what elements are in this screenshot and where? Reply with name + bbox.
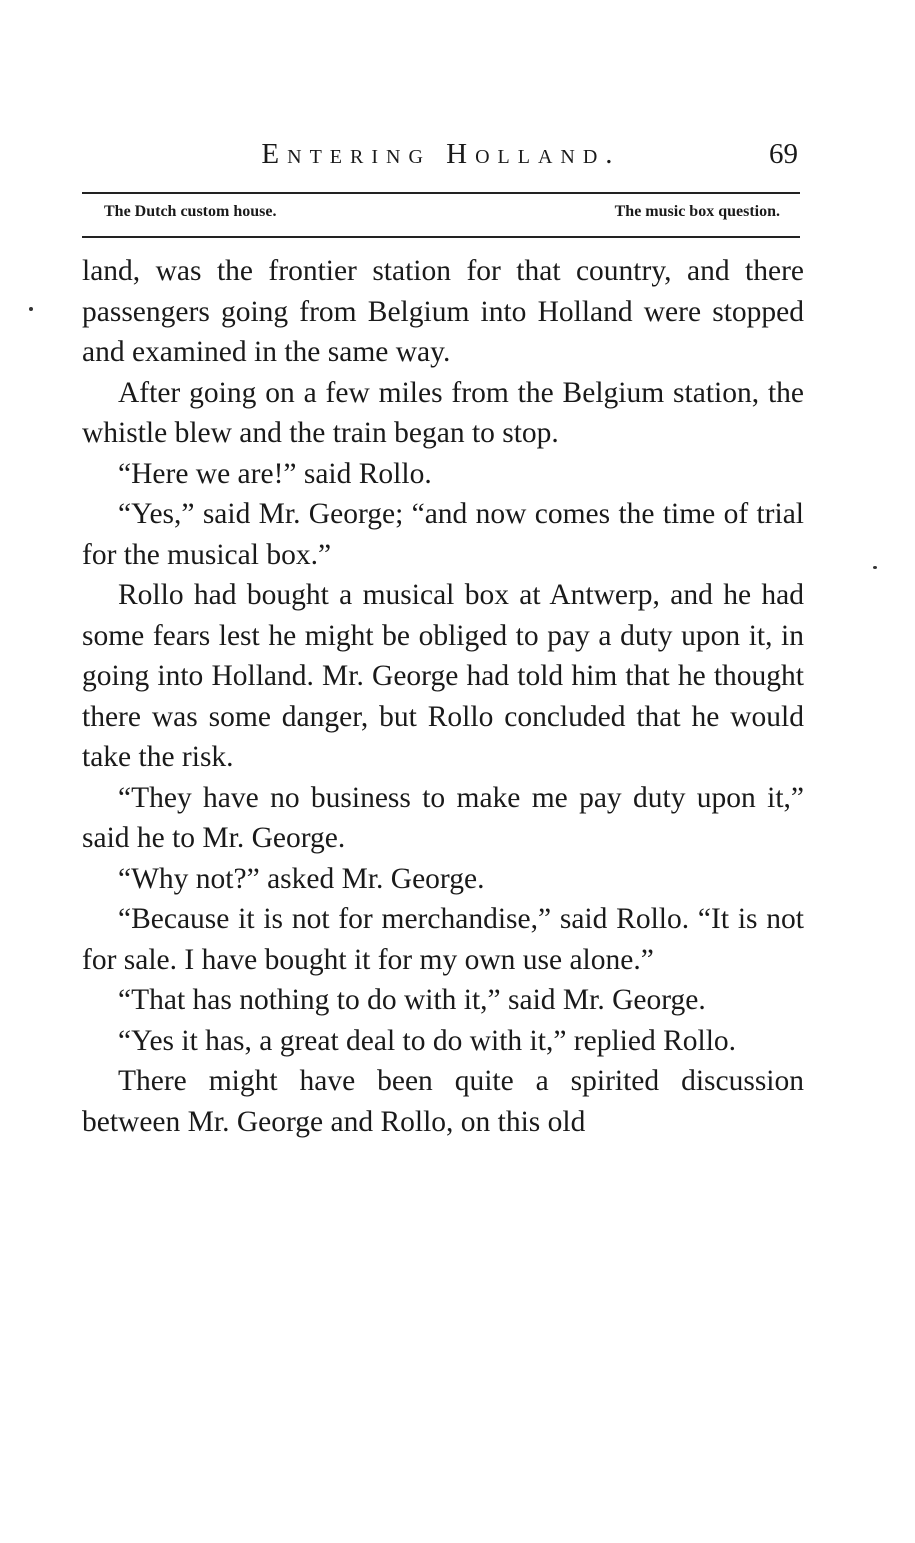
sidenote-right: The music box question. bbox=[614, 203, 780, 220]
paragraph: “That has nothing to do with it,” said Mr. George. bbox=[118, 984, 706, 1016]
paragraph: “Yes it has, a great deal to do with it,” replied Rollo. bbox=[118, 1024, 737, 1057]
paragraph: “Why not?” asked Mr. George. bbox=[118, 862, 485, 895]
header-rule-bottom bbox=[82, 236, 800, 238]
paragraph: “They have no business to make me pay duty upon it,” said he to Mr. George. bbox=[82, 781, 804, 854]
paragraph: “Here we are!” said Rollo. bbox=[118, 457, 432, 490]
paragraph: Rollo had bought a musical box at Antwerp, and he had some fears lest he might be obliged to pay a duty upon it, in going into Holland. Mr. George had told him that he thought there was some danger, but Rollo concluded that he would take the risk. bbox=[82, 579, 804, 773]
header-rule-top bbox=[82, 192, 800, 194]
paragraph: “Because it is not for merchandise,” said Rollo. “It is not for sale. I have bought it for my own use alone.” bbox=[82, 903, 804, 976]
ink-speck bbox=[29, 307, 33, 311]
paragraph: “Yes,” said Mr. George; “and now comes the time of trial for the musical box.” bbox=[82, 498, 804, 571]
paragraph: There might have been quite a spirited discussion between Mr. George and Rollo, on this old bbox=[82, 1065, 804, 1138]
paragraph: land, was the frontier station for that country, and there passengers going from Belgium into Holland were stopped and examined in the same way. bbox=[82, 255, 804, 368]
running-head bbox=[82, 138, 800, 178]
running-title: Entering Holland. bbox=[261, 138, 621, 170]
page-number: 69 bbox=[769, 138, 798, 170]
ink-speck bbox=[873, 566, 877, 569]
body-text bbox=[82, 251, 804, 1142]
sidenote-left: The Dutch custom house. bbox=[104, 203, 277, 220]
paragraph: After going on a few miles from the Belgium station, the whistle blew and the train began to stop. bbox=[82, 376, 804, 449]
